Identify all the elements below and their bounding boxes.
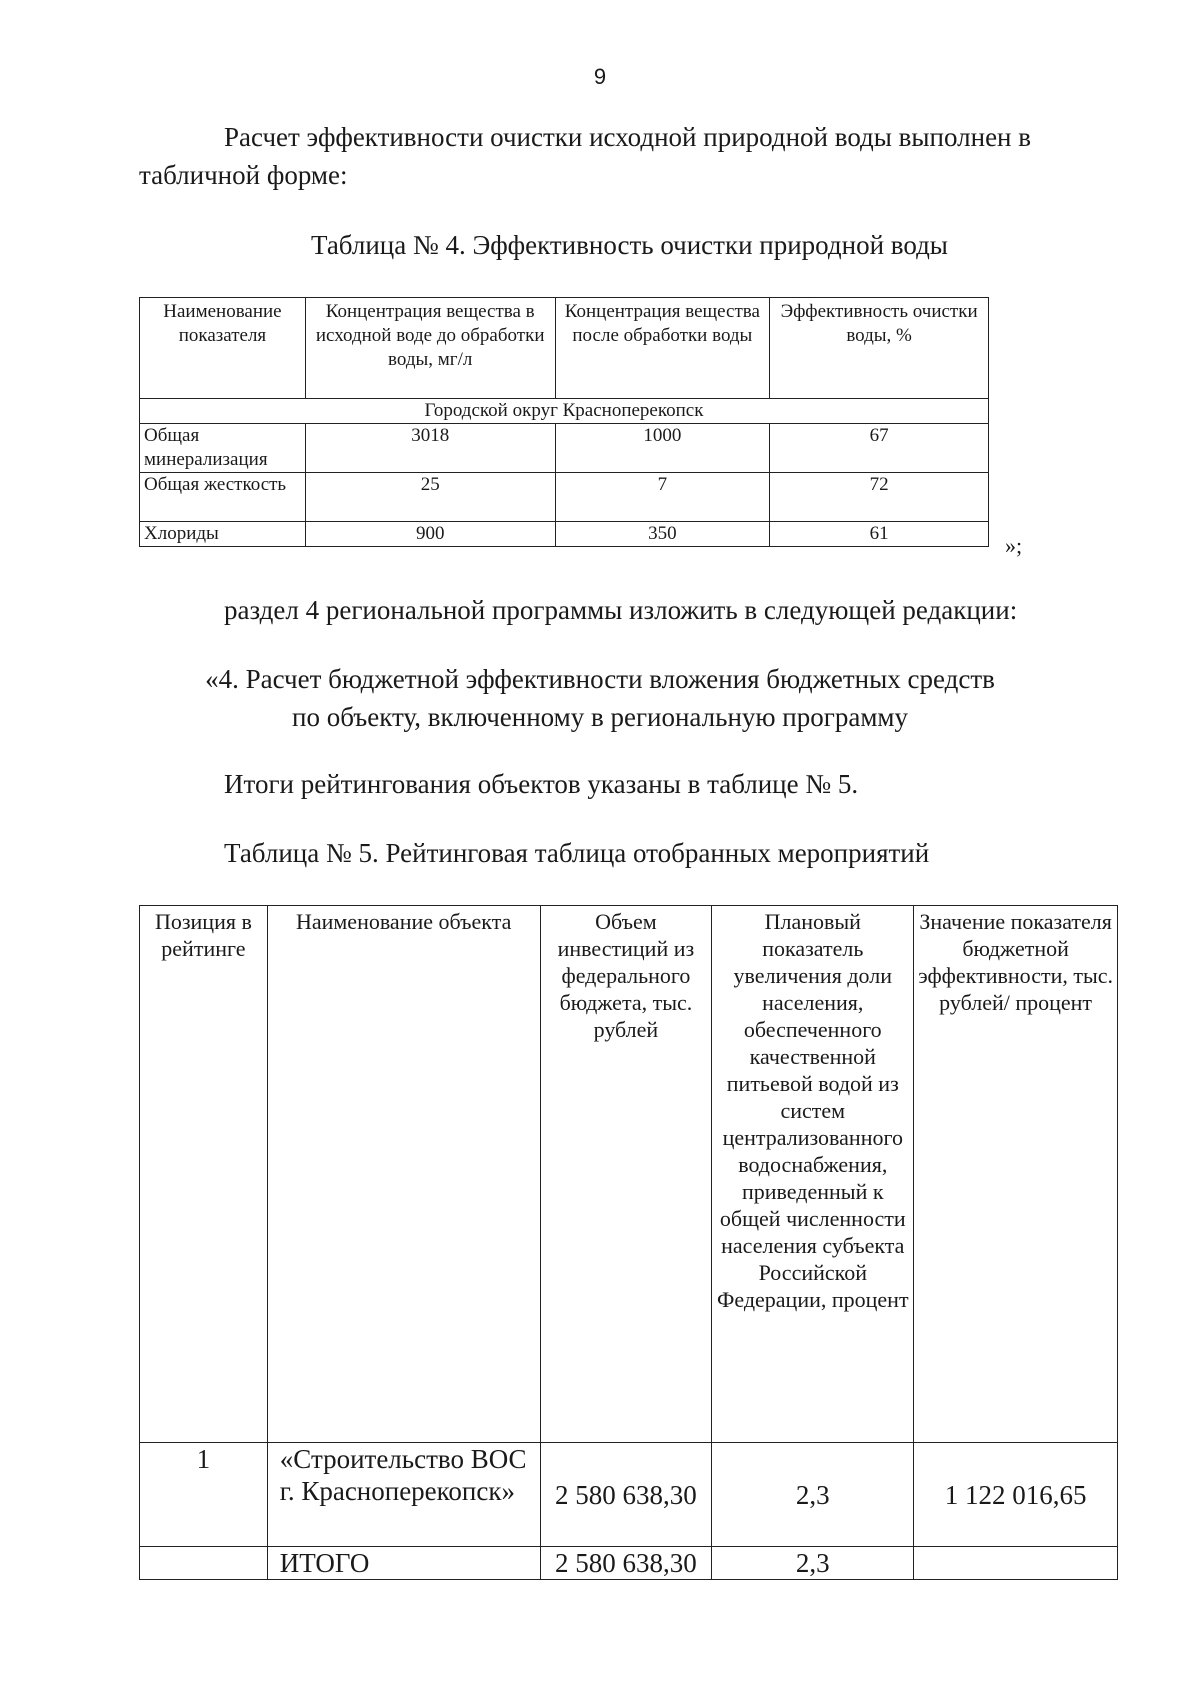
table4-cell-after: 350	[555, 522, 770, 547]
table4-cell-name: Хлориды	[140, 522, 306, 547]
table4-cell-after: 7	[555, 473, 770, 522]
table4-header-cell: Концентрация вещества после обработки воды	[555, 298, 770, 399]
section-title-line2: по объекту, включенному в региональную программу	[292, 702, 908, 732]
table4-header-cell: Эффективность очистки воды, %	[770, 298, 989, 399]
table-row	[140, 522, 989, 547]
table4-group-label: Городской округ Красноперекопск	[140, 399, 989, 424]
table-5	[139, 905, 1118, 1580]
table4-cell-efficiency: 61	[770, 522, 989, 547]
table4-cell-name: Общая жесткость	[140, 473, 306, 522]
table5-total-indicator: 2,3	[712, 1547, 914, 1580]
table4-cell-efficiency: 72	[770, 473, 989, 522]
table4-group-row	[140, 399, 989, 424]
table4-cell-before: 900	[305, 522, 555, 547]
table5-total-row	[140, 1547, 1118, 1580]
table-4	[139, 297, 989, 547]
table5-header-row	[140, 906, 1118, 1443]
table4-cell-before: 25	[305, 473, 555, 522]
table-row	[140, 473, 989, 522]
closing-quote-mark: »;	[1005, 533, 1023, 558]
table5-cell-efficiency: 1 122 016,65	[914, 1443, 1118, 1547]
table5-cell-investment: 2 580 638,30	[540, 1443, 712, 1547]
ratings-paragraph: Итоги рейтингования объектов указаны в таблице № 5.	[224, 769, 859, 799]
table4-cell-after: 1000	[555, 424, 770, 473]
table5-total-empty-cell	[140, 1547, 268, 1580]
table5-cell-name: «Строительство ВОС г. Красноперекопск»	[267, 1443, 540, 1547]
table5-header-cell: Значение показателя бюджетной эффективности, тыс. рублей/ процент	[914, 906, 1118, 1443]
table4-caption: Таблица № 4. Эффективность очистки природной воды	[311, 230, 948, 260]
table5-caption: Таблица № 5. Рейтинговая таблица отобранных мероприятий	[224, 838, 930, 868]
table5-total-efficiency	[914, 1547, 1118, 1580]
table4-cell-before: 3018	[305, 424, 555, 473]
table5-header-cell: Позиция в рейтинге	[140, 906, 268, 1443]
table4-header-cell: Наименование показателя	[140, 298, 306, 399]
intro-paragraph: Расчет эффективности очистки исходной природной воды выполнен в табличной форме:	[139, 122, 1032, 190]
section-title-line1: «4. Расчет бюджетной эффективности вложения бюджетных средств	[205, 664, 995, 694]
table5-total-investment: 2 580 638,30	[540, 1547, 712, 1580]
table5-header-cell: Наименование объекта	[267, 906, 540, 1443]
table4-header-row	[140, 298, 989, 399]
table4-cell-efficiency: 67	[770, 424, 989, 473]
table4-cell-name: Общая минерализация	[140, 424, 306, 473]
table4-header-cell: Концентрация вещества в исходной воде до обработки воды, мг/л	[305, 298, 555, 399]
table-row	[140, 424, 989, 473]
page-number: 9	[593, 64, 607, 89]
table5-total-label: ИТОГО	[267, 1547, 540, 1580]
table5-header-cell: Плановый показатель увеличения доли населения, обеспеченного качественной питьевой водой из систем централизованного водоснабжения, приведенный к общей численности населения субъекта Российской Федерации, процент	[712, 906, 914, 1443]
table5-cell-position: 1	[140, 1443, 268, 1547]
table5-cell-indicator: 2,3	[712, 1443, 914, 1547]
table-row	[140, 1443, 1118, 1547]
table5-header-cell: Объем инвестиций из федерального бюджета, тыс. рублей	[540, 906, 712, 1443]
section-instruction: раздел 4 региональной программы изложить в следующей редакции:	[224, 595, 1018, 625]
